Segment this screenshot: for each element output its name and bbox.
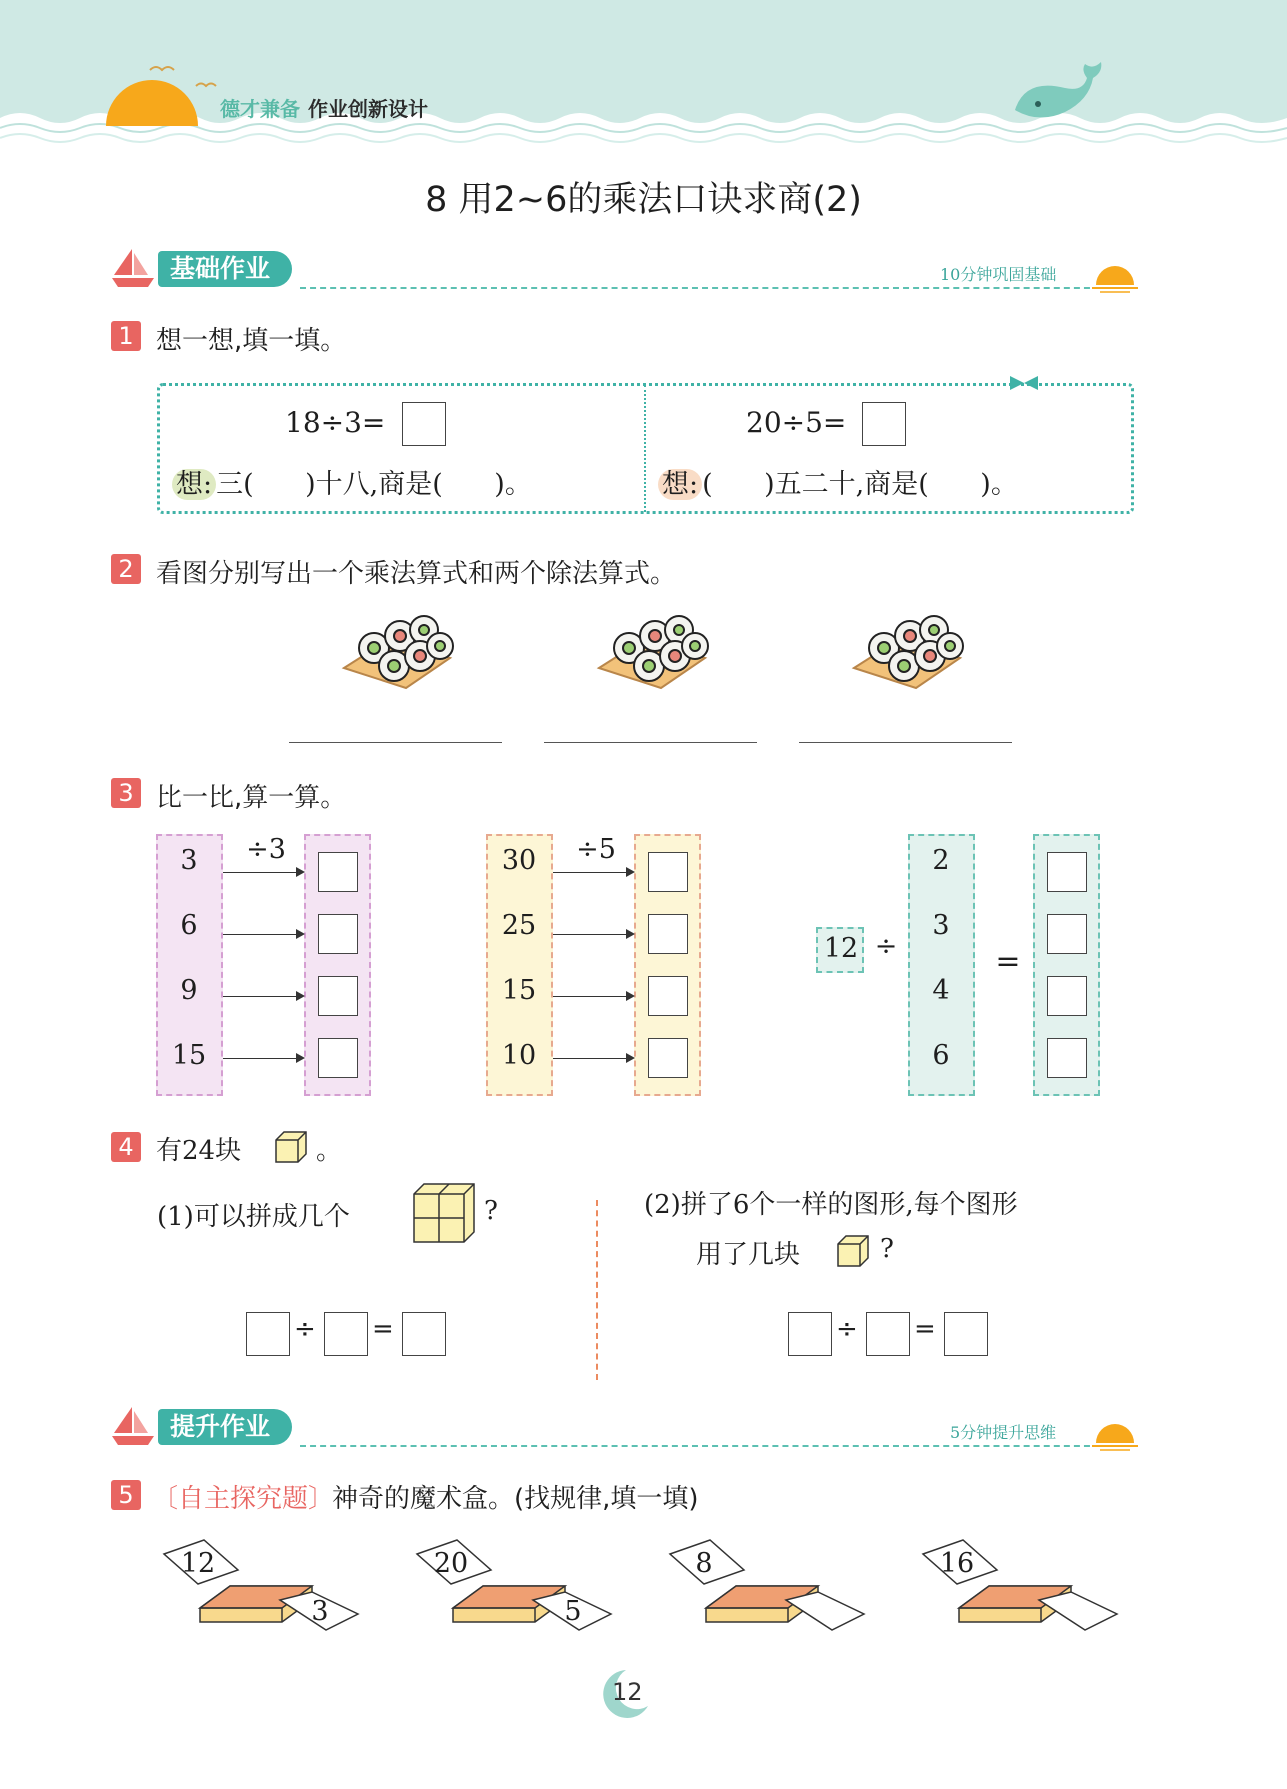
magic-box (160, 1534, 360, 1634)
q3c-answer-box[interactable] (1047, 976, 1087, 1016)
question-4-text: 有24块 (156, 1136, 242, 1166)
q3a-value: 9 (180, 975, 198, 1006)
sun-icon (1090, 255, 1140, 295)
q3c-dividend: 12 (823, 933, 859, 964)
think-text: 三( )十八,商是( )。 (216, 469, 532, 500)
cube-icon (834, 1232, 872, 1270)
cube-icon (272, 1128, 310, 1166)
q3b-value: 10 (501, 1040, 537, 1071)
q3b-answer-box[interactable] (648, 1038, 688, 1078)
q4-part2-line1: (2)拼了6个一样的图形,每个图形 (644, 1190, 1018, 1220)
brand-green: 德才兼备 (220, 97, 300, 121)
magic-box-input: 16 (939, 1548, 975, 1579)
section-basic-note: 10分钟巩固基础 (940, 265, 1057, 284)
answer-line[interactable] (544, 742, 757, 743)
q3c-divisor: 4 (932, 975, 950, 1006)
magic-box-output[interactable]: 5 (564, 1596, 582, 1627)
question-1-text: 想一想,填一填。 (156, 326, 347, 356)
q4-part1-box[interactable] (246, 1312, 290, 1356)
section-advanced-note: 5分钟提升思维 (950, 1423, 1057, 1442)
question-5-text: 神奇的魔术盒。(找规律,填一填) (332, 1484, 699, 1514)
header-brand (220, 93, 428, 122)
q3c-answer-box[interactable] (1047, 914, 1087, 954)
q3c-answer-box[interactable] (1047, 1038, 1087, 1078)
q1-divider (644, 385, 646, 512)
magic-box-input: 8 (695, 1548, 713, 1579)
square-tiles-icon (412, 1182, 476, 1244)
page-title: 8 用2~6的乘法口诀求商(2) (425, 180, 862, 220)
think-text: ( )五二十,商是( )。 (702, 469, 1018, 500)
think-label: 想: (172, 469, 216, 500)
q3b-answer-box[interactable] (648, 852, 688, 892)
q3a-value: 3 (180, 845, 198, 876)
q3b-value: 30 (501, 845, 537, 876)
q1-left-equation: 18÷3= (285, 406, 386, 439)
section-basic-label: 基础作业 (158, 251, 292, 287)
q3b-value: 15 (501, 975, 537, 1006)
q3b-answer-box[interactable] (648, 914, 688, 954)
q3a-answer-box[interactable] (318, 976, 358, 1016)
question-4-text-end: 。 (316, 1136, 343, 1166)
question-3-text: 比一比,算一算。 (156, 783, 347, 813)
bow-icon (1006, 374, 1042, 392)
answer-line[interactable] (289, 742, 502, 743)
magic-box-input: 20 (433, 1548, 469, 1579)
q3c-divisor: 3 (932, 910, 950, 941)
page-number: 12 (612, 1678, 643, 1706)
equals-sign: = (914, 1314, 936, 1344)
magic-box (413, 1534, 613, 1634)
arrow-icon (553, 872, 633, 873)
magic-box-output[interactable]: 3 (311, 1596, 329, 1627)
question-number-5: 5 (111, 1480, 141, 1510)
sun-icon (1090, 1413, 1140, 1453)
question-2-text: 看图分别写出一个乘法算式和两个除法算式。 (156, 559, 677, 589)
q3c-answer-box[interactable] (1047, 852, 1087, 892)
divide-sign: ÷ (294, 1314, 316, 1344)
q4-part1-box[interactable] (402, 1312, 446, 1356)
q1-right-answer-box[interactable] (862, 402, 906, 446)
section-basic-line (300, 287, 1100, 289)
arrow-icon (553, 996, 633, 997)
q1-right-think (658, 462, 1018, 501)
sushi-plate-image (591, 600, 711, 695)
magic-box-input: 12 (180, 1548, 216, 1579)
q3a-value: 6 (180, 910, 198, 941)
sailboat-icon (110, 1403, 160, 1447)
q3b-value: 25 (501, 910, 537, 941)
q4-part1-text: (1)可以拼成几个 (157, 1202, 350, 1232)
q3c-divisor: 6 (932, 1040, 950, 1071)
q4-part1-question-mark: ? (484, 1196, 498, 1226)
sushi-plate-image (846, 600, 966, 695)
sailboat-icon (110, 245, 160, 289)
brand-dark: 作业创新设计 (308, 97, 428, 121)
arrow-icon (553, 934, 633, 935)
header-band (0, 0, 1287, 150)
section-advanced-label: 提升作业 (158, 1409, 292, 1445)
q3c-equals-sign: = (995, 944, 1021, 979)
equals-sign: = (372, 1314, 394, 1344)
q3c-divisor: 2 (932, 845, 950, 876)
q3a-value: 15 (171, 1040, 207, 1071)
q3a-operation: ÷3 (246, 834, 286, 865)
section-advanced-line (300, 1445, 1100, 1447)
q4-part2-box[interactable] (788, 1312, 832, 1356)
q1-left-think (172, 462, 532, 501)
question-5-tag: 〔自主探究题〕 (152, 1484, 335, 1514)
q3b-operation: ÷5 (576, 834, 616, 865)
q3b-answer-box[interactable] (648, 976, 688, 1016)
q4-part1-box[interactable] (324, 1312, 368, 1356)
q3a-answer-box[interactable] (318, 914, 358, 954)
header-decoration (0, 0, 1287, 150)
q4-part2-line2: 用了几块 (696, 1240, 801, 1270)
magic-box (666, 1534, 866, 1634)
question-number-1: 1 (111, 321, 141, 351)
q3a-answer-box[interactable] (318, 852, 358, 892)
question-number-2: 2 (111, 554, 141, 584)
sushi-plate-image (336, 600, 456, 695)
question-number-4: 4 (111, 1132, 141, 1162)
arrow-icon (223, 872, 303, 873)
q4-divider (596, 1200, 598, 1380)
q4-part2-question-mark: ? (880, 1234, 894, 1264)
divide-sign: ÷ (836, 1314, 858, 1344)
arrow-icon (223, 934, 303, 935)
arrow-icon (553, 1058, 633, 1059)
q3c-divide-sign: ÷ (874, 931, 898, 962)
think-label: 想: (658, 469, 702, 500)
q4-part2-box[interactable] (944, 1312, 988, 1356)
magic-box (919, 1534, 1119, 1634)
q1-right-equation: 20÷5= (746, 406, 847, 439)
arrow-icon (223, 996, 303, 997)
arrow-icon (223, 1058, 303, 1059)
q4-part2-box[interactable] (866, 1312, 910, 1356)
q3a-answer-box[interactable] (318, 1038, 358, 1078)
question-number-3: 3 (111, 778, 141, 808)
answer-line[interactable] (799, 742, 1012, 743)
q1-left-answer-box[interactable] (402, 402, 446, 446)
